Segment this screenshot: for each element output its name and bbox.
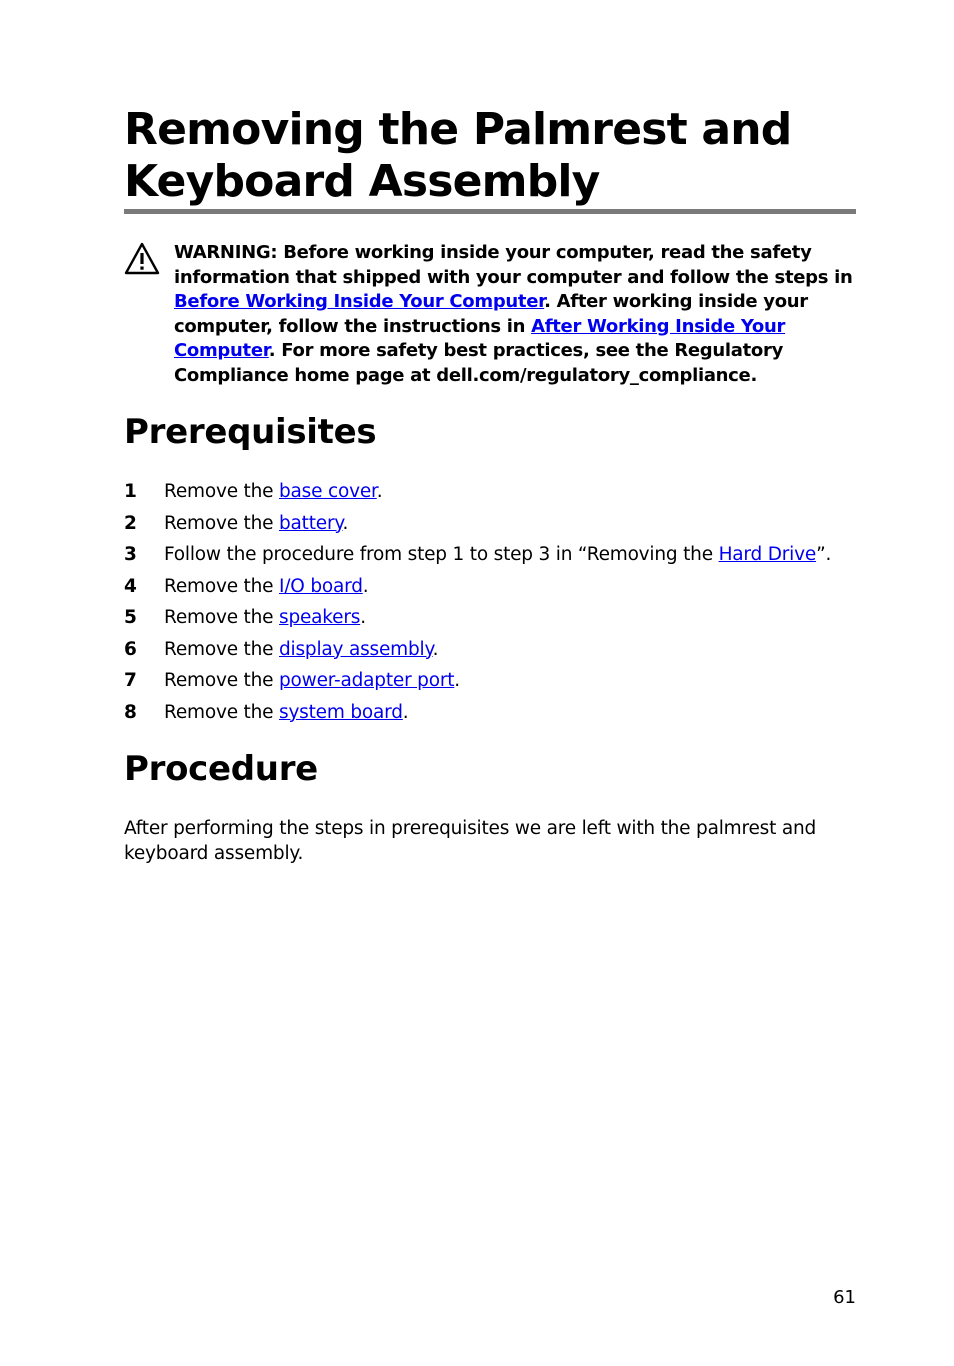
step-text: Remove the [164, 638, 279, 660]
warning-note [174, 241, 856, 389]
after-working-link[interactable]: After Working Inside Your Computer [174, 315, 786, 362]
list-item [124, 636, 856, 668]
step-text: Follow the procedure from step 1 to step 3 in “Removing the [164, 544, 719, 565]
io-board-link[interactable]: I/O board [279, 575, 363, 597]
title-divider [124, 209, 856, 214]
power-adapter-port-link[interactable]: power-adapter port [279, 670, 455, 691]
procedure-text: After performing the steps in prerequisites we are left with the palmrest and keyboard assembly. [124, 818, 817, 864]
prerequisites-heading: Prerequisites [124, 412, 377, 452]
prerequisites-list [124, 478, 856, 730]
step-text: Remove the [164, 481, 279, 502]
display-assembly-link[interactable]: display assembly [279, 638, 433, 660]
before-working-link[interactable]: Before Working Inside Your Computer [174, 291, 545, 313]
step-text: Remove the [164, 512, 279, 534]
step-number: 6 [124, 638, 137, 660]
list-item [124, 478, 856, 510]
page-number: 61 [833, 1287, 856, 1308]
step-number: 4 [124, 575, 137, 597]
step-text: Remove the [164, 701, 279, 723]
warning-text-3: . For more safety best practices, see the Regulatory Compliance home page at dell.com/regulatory_compliance. [174, 340, 784, 386]
base-cover-link[interactable]: base cover [279, 481, 377, 502]
step-text-end: . [342, 512, 349, 534]
warning-text-1: WARNING: Before working inside your computer, read the safety information that shipped with your computer and follow the steps in [174, 242, 853, 288]
system-board-link[interactable]: system board [279, 701, 403, 723]
step-number: 3 [124, 544, 137, 565]
speakers-link[interactable]: speakers [279, 607, 361, 628]
list-item [124, 541, 856, 573]
list-item [124, 699, 856, 731]
step-text: Remove the [164, 575, 279, 597]
list-item [124, 667, 856, 699]
step-text-end: . [454, 670, 460, 691]
battery-link[interactable]: battery [279, 512, 343, 534]
step-text: Remove the [164, 670, 279, 691]
step-text-end: . [376, 481, 383, 502]
page-title: Removing the Palmrest and Keyboard Assembly [124, 104, 792, 207]
step-text-end: ”. [816, 544, 832, 565]
step-text-end: . [432, 638, 439, 660]
step-text-end: . [402, 701, 409, 723]
step-text-end: . [362, 575, 369, 597]
document-page [124, 0, 856, 1366]
step-number: 7 [124, 670, 137, 691]
step-number: 2 [124, 512, 137, 534]
list-item [124, 604, 856, 636]
list-item [124, 510, 856, 542]
list-item [124, 573, 856, 605]
step-number: 1 [124, 481, 137, 502]
warning-text-2: . After working inside your computer, follow the instructions in [174, 291, 808, 337]
step-text-end: . [360, 607, 366, 628]
step-number: 8 [124, 701, 137, 723]
step-text: Remove the [164, 607, 279, 628]
procedure-heading: Procedure [124, 749, 318, 789]
warning-triangle-icon [124, 242, 160, 276]
hard-drive-link[interactable]: Hard Drive [718, 544, 817, 565]
step-number: 5 [124, 607, 137, 628]
